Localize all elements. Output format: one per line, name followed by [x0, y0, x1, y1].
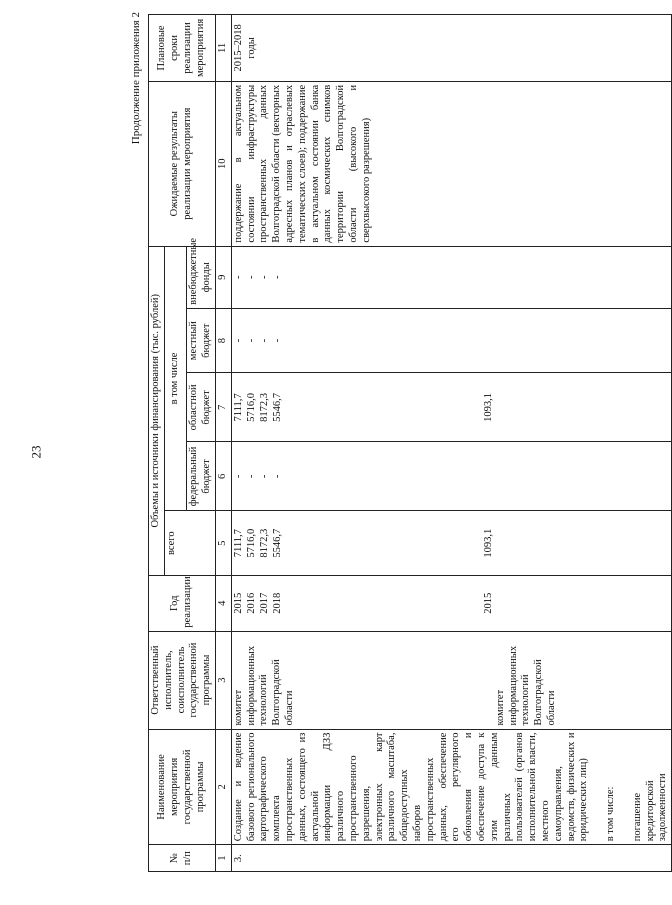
- measure-name-text: Создание и ведение базового регионального картографического комплекта пространственных данных, состоящего из актуальной информации ДЗЗ различного пространственного разрешения, электронных карт различного масштаба, общедоступных наборов пространственных данных, обеспечение его регулярного обновления и обеспечение доступа к этим данным различных пользователей (органов исполнительной власти, местного самоуправления, ведомств, физических и юридических лиц): [232, 732, 590, 842]
- local-value: -: [245, 338, 257, 343]
- offbudget-value: -: [245, 275, 257, 279]
- col-number: 4: [215, 575, 231, 631]
- offbudget-value: -: [232, 275, 244, 279]
- regional-value: 5716,0: [245, 392, 257, 422]
- regional: [231, 373, 672, 442]
- sub-total: 1093,1: [482, 528, 494, 558]
- col-number: 1: [215, 845, 231, 872]
- years: [231, 575, 672, 631]
- year-value: 2017: [258, 592, 270, 614]
- header-year: Год реализации: [149, 575, 216, 631]
- regional-value: 8172,3: [258, 392, 270, 422]
- col-number: 5: [215, 511, 231, 576]
- header-name: Наименование мероприятия государственной программы: [149, 729, 216, 845]
- col-number: 11: [215, 15, 231, 82]
- regional-value: 7111,7: [232, 393, 244, 422]
- table-row: [231, 15, 672, 872]
- row-number: [231, 845, 672, 872]
- header-regional: областной бюджет: [187, 373, 216, 442]
- col-number: 10: [215, 81, 231, 246]
- header-executor: Ответственный исполнитель, соисполнитель государственной программы: [149, 631, 216, 729]
- local-value: -: [258, 338, 270, 343]
- expected-results: [231, 81, 672, 246]
- header-incl: в том числе: [164, 246, 187, 511]
- header-no: № п/п: [149, 845, 216, 872]
- appendix-note: Продолжение приложения 2: [130, 12, 142, 145]
- col-number: 9: [215, 246, 231, 308]
- local-value: -: [271, 338, 283, 343]
- executor: [231, 631, 672, 729]
- header-funding-group: Объемы и источники финансирования (тыс. рублей): [149, 246, 165, 575]
- sub-regional: 1093,1: [482, 392, 494, 422]
- including-label: в том числе:: [605, 786, 617, 842]
- deadline-text: 2015–2018 годы: [232, 24, 257, 72]
- offbudget-value: -: [258, 275, 270, 279]
- header-local: местный бюджет: [187, 308, 216, 373]
- row-number-text: 3.: [232, 854, 244, 863]
- offbudget: [231, 246, 672, 308]
- col-number: 3: [215, 631, 231, 729]
- col-number: 2: [215, 729, 231, 845]
- header-offbudget: внебюджетные фонды: [187, 246, 216, 308]
- totals: [231, 511, 672, 576]
- deadline: [231, 15, 672, 82]
- funding-table: [148, 14, 672, 872]
- local-value: -: [232, 338, 244, 343]
- col-number: 8: [215, 308, 231, 373]
- year-value: 2018: [271, 592, 283, 614]
- federal: [231, 442, 672, 511]
- executor-text: комитет информационных технологий Волгоградской области: [232, 645, 295, 726]
- federal-value: -: [271, 474, 283, 479]
- federal-value: -: [245, 474, 257, 479]
- total-value: 5716,0: [245, 528, 257, 558]
- header-deadlines: Плановые сроки реализации мероприятия: [149, 15, 216, 82]
- federal-value: -: [258, 474, 270, 479]
- col-number: 7: [215, 373, 231, 442]
- year-value: 2016: [245, 592, 257, 614]
- measure-name: [231, 729, 672, 845]
- rotated-document: [130, 12, 669, 872]
- local: [231, 308, 672, 373]
- header-total: всего: [164, 511, 215, 576]
- federal-value: -: [232, 474, 244, 479]
- header-federal: федеральный бюджет: [187, 442, 216, 511]
- page-number: 23: [28, 445, 44, 459]
- sub-measure-name: погашение кредиторской задолженности: [631, 773, 669, 842]
- offbudget-value: -: [271, 275, 283, 279]
- total-value: 5546,7: [271, 528, 283, 558]
- header-results: Ожидаемые результаты реализации мероприятия: [149, 81, 216, 246]
- sub-executor-text: комитет информационных технологий Волгоградской области: [494, 645, 557, 726]
- col-number: 6: [215, 442, 231, 511]
- total-value: 7111,7: [232, 529, 244, 558]
- expected-results-text: поддержание в актуальном состоянии инфраструктуры пространственных данных Волгоградской области (векторных адресных планов и отраслевых тематических слоев); поддержание в актуальном состоянии банка данных космических снимков территории Волгоградской области (высокого и сверхвысокого разрешения): [232, 84, 372, 243]
- total-value: 8172,3: [258, 528, 270, 558]
- sub-year: 2015: [482, 592, 494, 614]
- regional-value: 5546,7: [271, 392, 283, 422]
- year-value: 2015: [232, 592, 244, 614]
